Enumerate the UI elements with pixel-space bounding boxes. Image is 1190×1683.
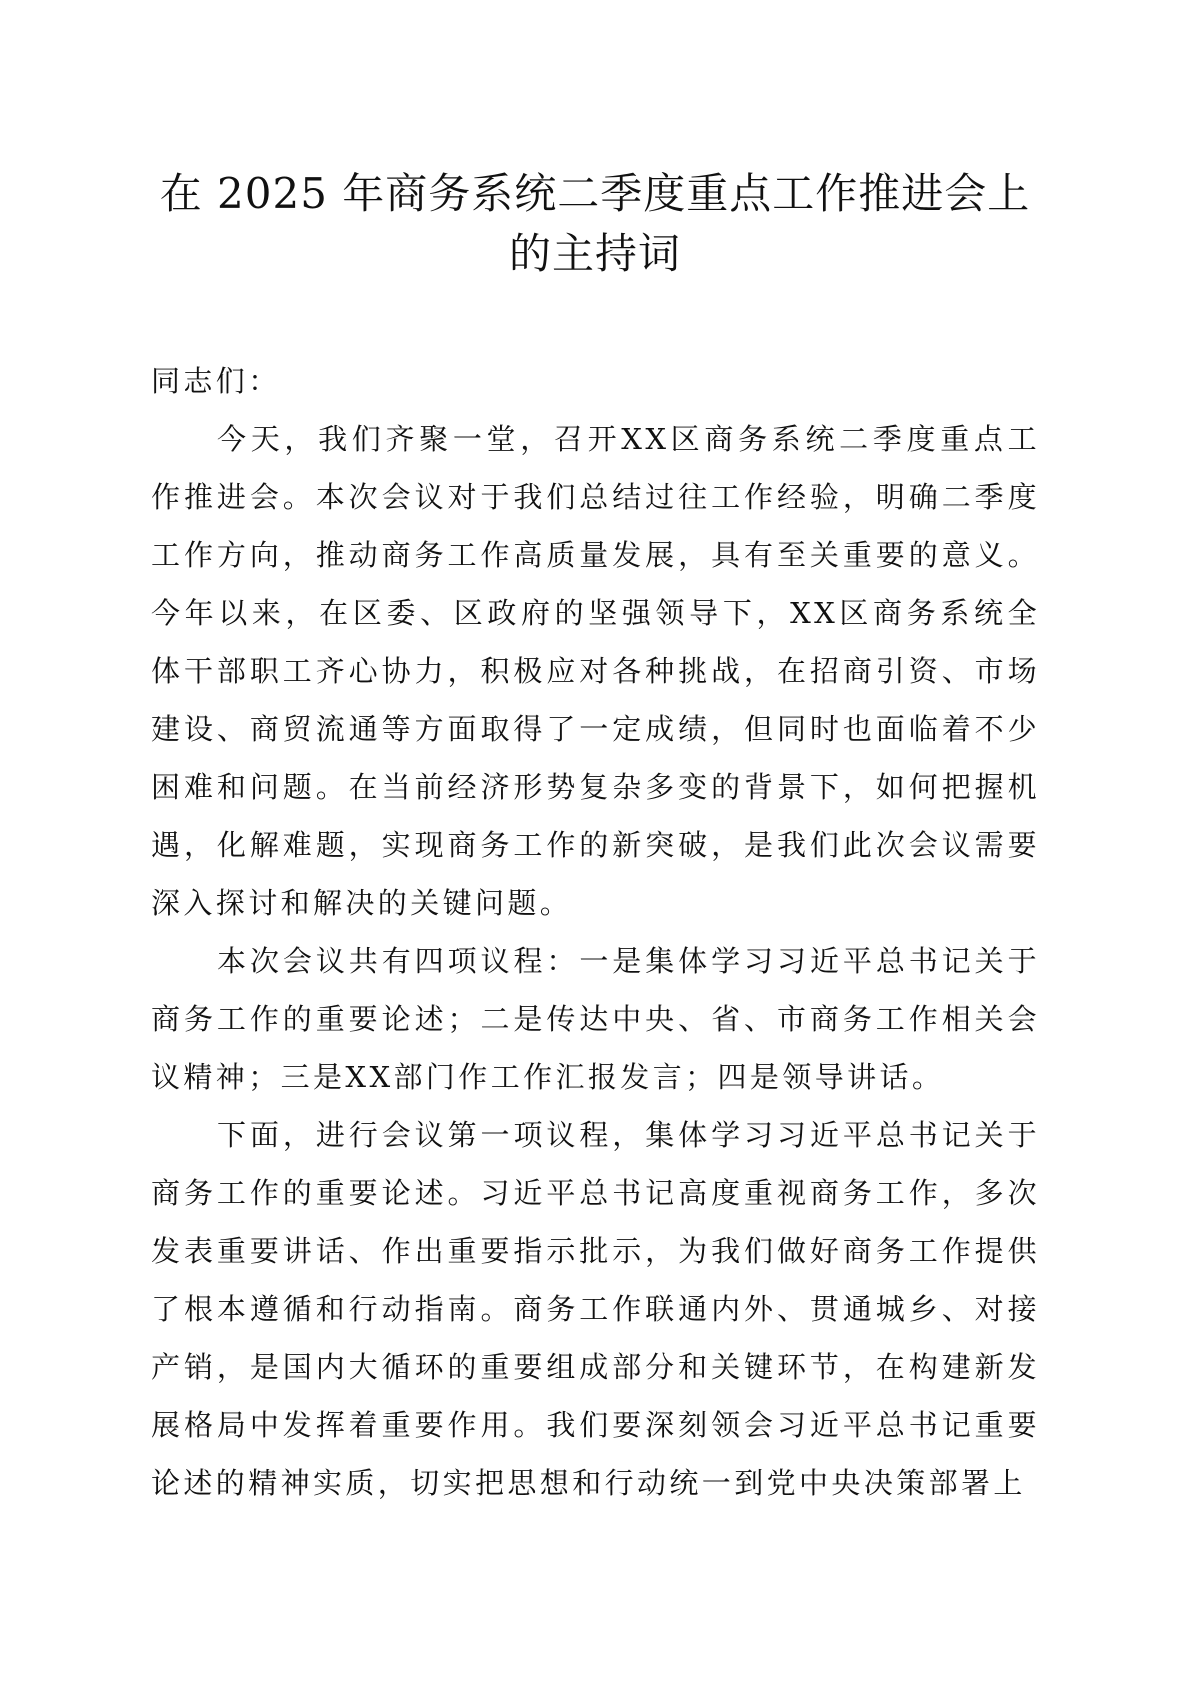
salutation: 同志们： [151,364,281,398]
paragraph-first-item: 下面，进行会议第一项议程，集体学习习近平总书记关于商务工作的重要论述。习近平总书记高度重视商务工作，多次发表重要讲话、作出重要指示批示，为我们做好商务工作提供了根本遵循和行动指南。商务工作联通内外、贯通城乡、对接产销，是国内大循环的重要组成部分和关键环节，在构建新发展格局中发挥着重要作用。我们要深刻领会习近平总书记重要论述的精神实质，切实把思想和行动统一到党中央决策部署上 [151,1118,1040,1500]
paragraph-agenda: 本次会议共有四项议程：一是集体学习习近平总书记关于商务工作的重要论述；二是传达中央、省、市商务工作相关会议精神；三是XX部门作工作汇报发言；四是领导讲话。 [151,944,1040,1094]
paragraph-opening: 今天，我们齐聚一堂，召开XX区商务系统二季度重点工作推进会。本次会议对于我们总结过往工作经验，明确二季度工作方向，推动商务工作高质量发展，具有至关重要的意义。今年以来，在区委、区政府的坚强领导下，XX区商务系统全体干部职工齐心协力，积极应对各种挑战，在招商引资、市场建设、商贸流通等方面取得了一定成绩，但同时也面临着不少困难和问题。在当前经济形势复杂多变的背景下，如何把握机遇，化解难题，实现商务工作的新突破，是我们此次会议需要深入探讨和解决的关键问题。 [151,422,1040,920]
document-title: 在 2025 年商务系统二季度重点工作推进会上的主持词 [159,169,1031,278]
document-body [151,352,1040,1512]
